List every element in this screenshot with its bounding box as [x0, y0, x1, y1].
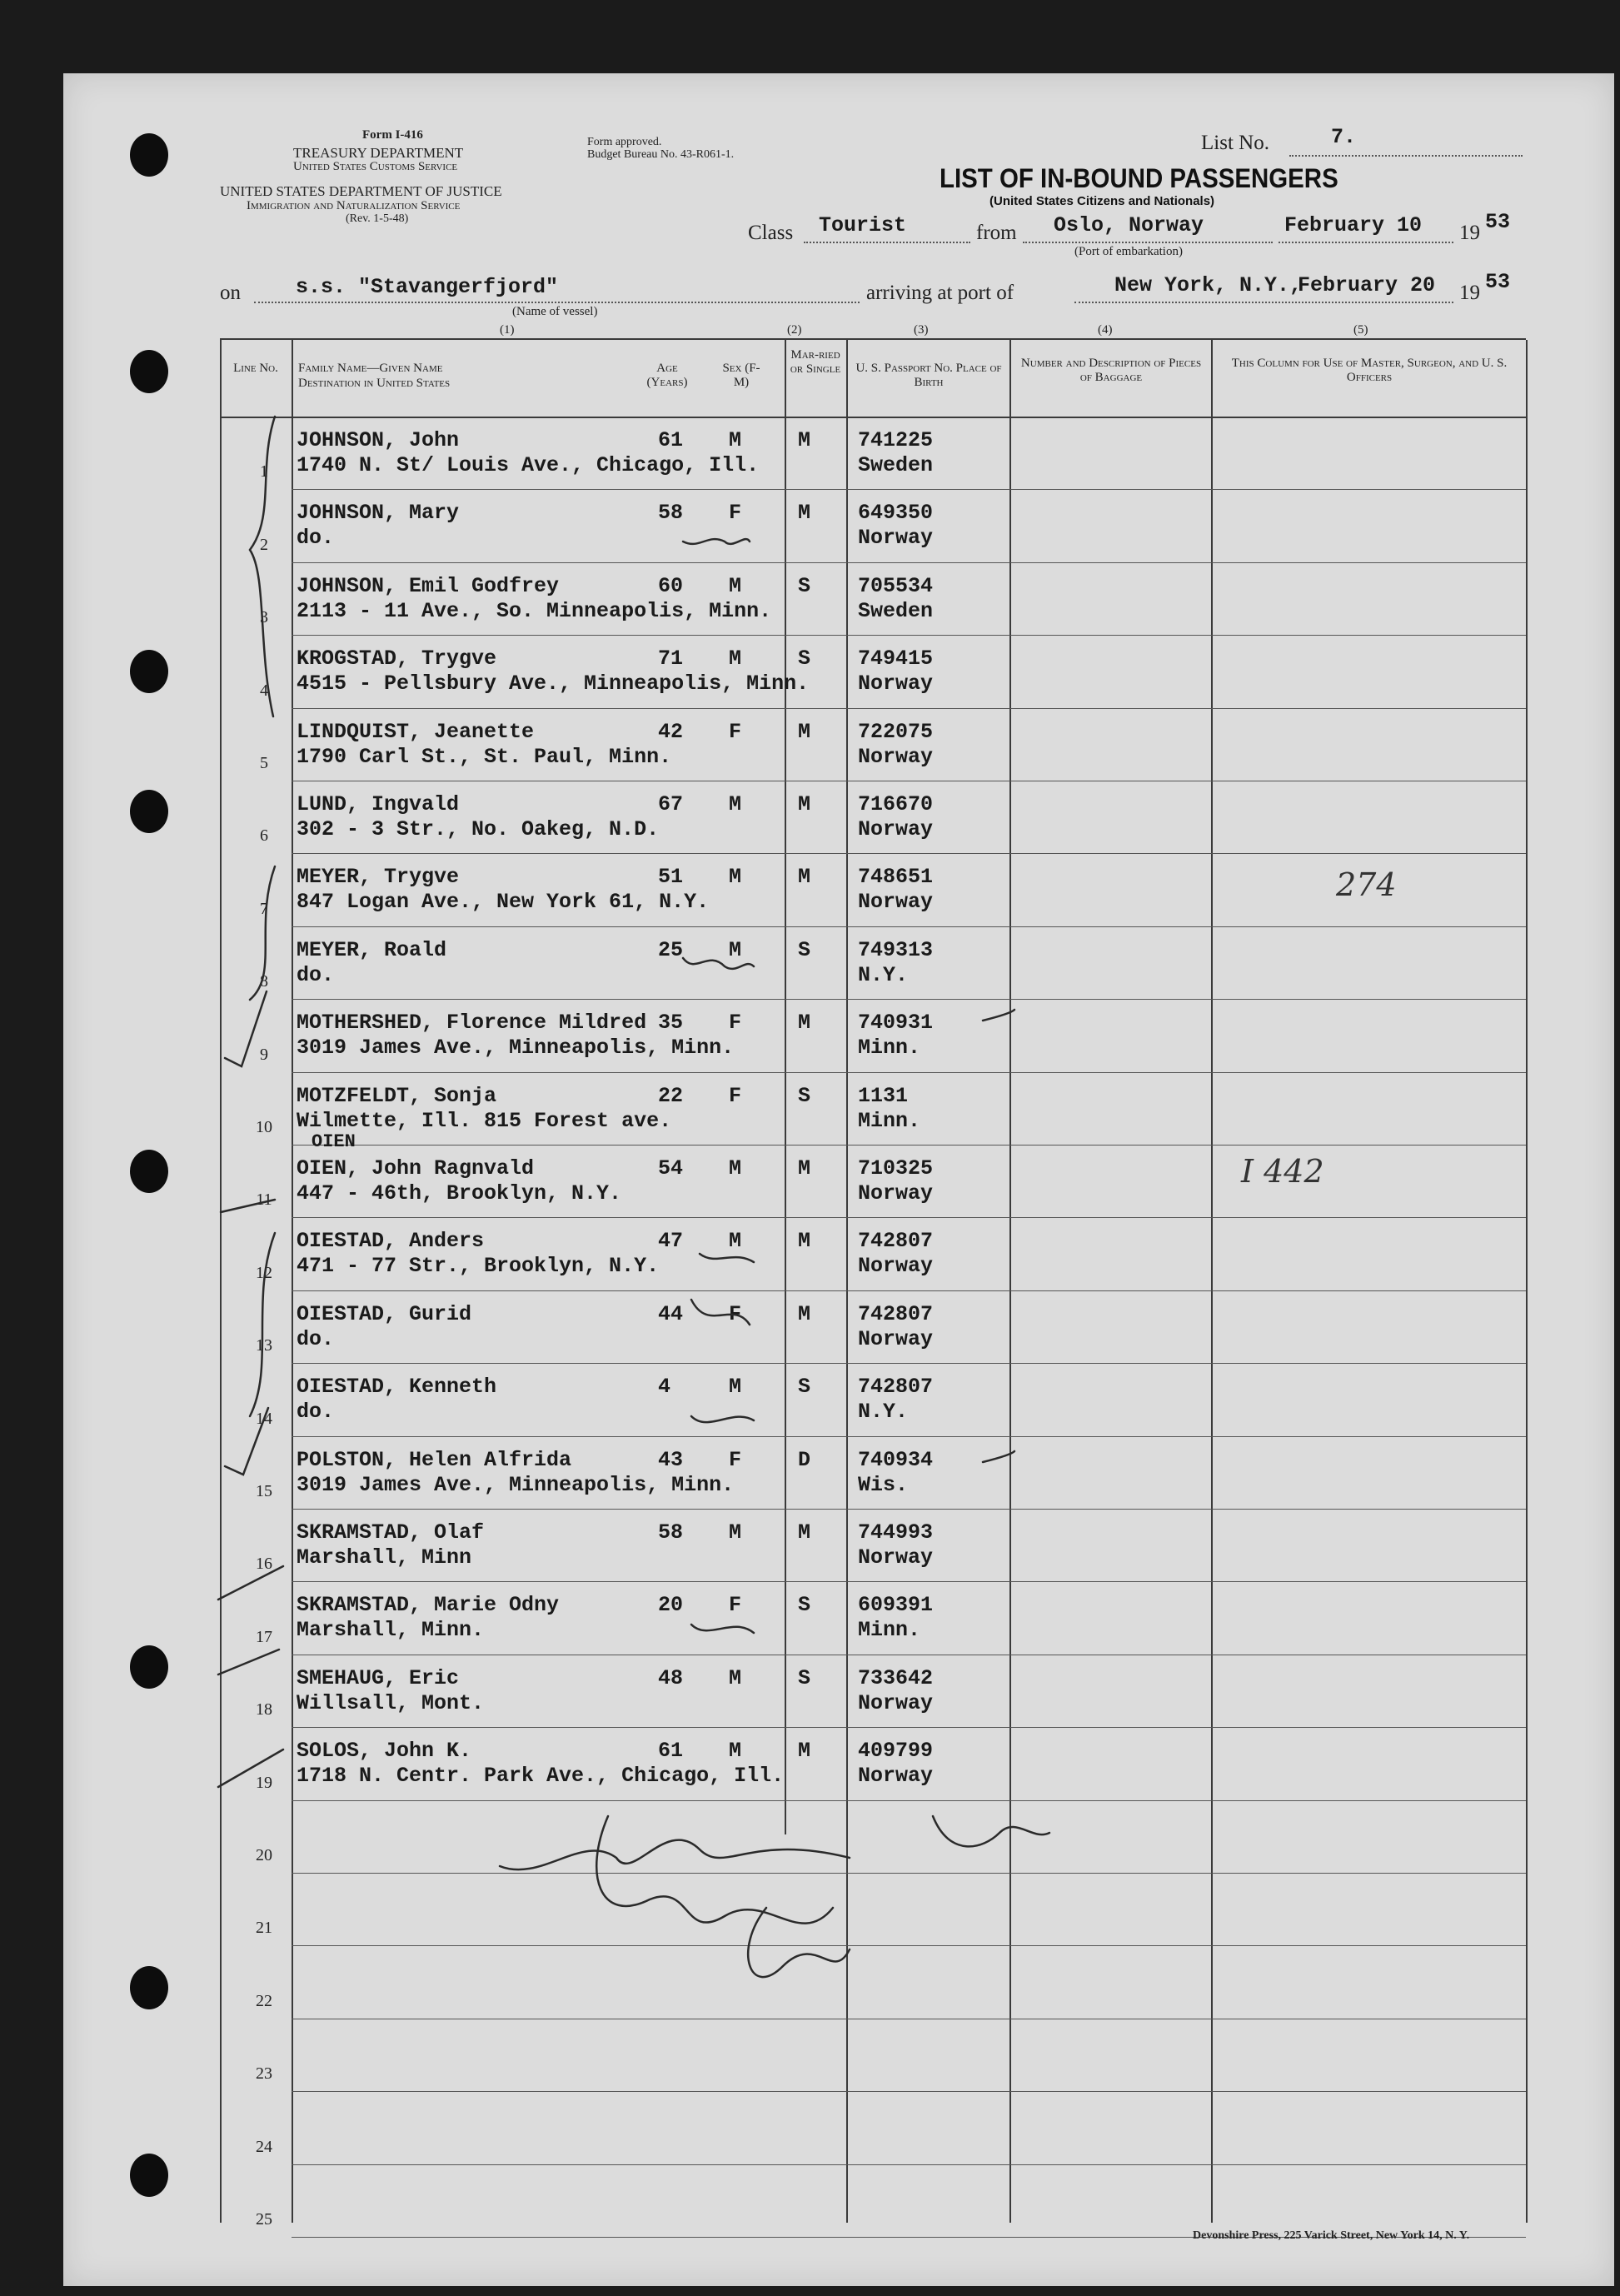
- col-marker: (1): [500, 323, 515, 337]
- passenger-age: 35: [658, 1011, 684, 1036]
- line-number: 1: [260, 462, 268, 482]
- passenger-sex: F: [729, 1083, 742, 1108]
- class-value: Tourist: [819, 213, 907, 237]
- row-divider: [292, 1945, 1526, 1946]
- passenger-address: Marshall, Minn.: [297, 1618, 485, 1643]
- passenger-sex: M: [729, 1520, 742, 1545]
- passenger-age: 58: [658, 501, 684, 526]
- line-number: 13: [256, 1336, 272, 1355]
- passenger-address: 847 Logan Ave., New York 61, N.Y.: [297, 890, 710, 915]
- punch-hole: [130, 1150, 168, 1193]
- passenger-sex: F: [729, 1593, 742, 1618]
- row-divider: [292, 1217, 1526, 1218]
- passenger-age: 61: [658, 1739, 684, 1764]
- row-divider: [292, 999, 1526, 1000]
- passenger-address: 1790 Carl St., St. Paul, Minn.: [297, 744, 672, 769]
- header-baggage: Number and Description of Pieces of Baggage: [1020, 357, 1202, 384]
- passenger-age: 4: [658, 1375, 671, 1400]
- passenger-name: KROGSTAD, Trygve: [297, 646, 497, 671]
- from-value: Oslo, Norway: [1054, 213, 1204, 237]
- line-number: 17: [256, 1627, 272, 1646]
- passenger-marital-status: M: [798, 792, 811, 816]
- column-divider: [785, 340, 786, 1834]
- passport-number: 742807: [858, 1375, 934, 1400]
- column-divider: [846, 340, 848, 2223]
- passenger-marital-status: M: [798, 1520, 811, 1545]
- passenger-address: 4515 - Pellsbury Ave., Minneapolis, Minn.: [297, 671, 810, 696]
- passenger-name: LUND, Ingvald: [297, 792, 460, 816]
- passenger-age: 61: [658, 428, 684, 452]
- passport-number: 749313: [858, 937, 934, 962]
- budget-bureau: Budget Bureau No. 43-R061-1.: [587, 148, 735, 161]
- overwrite-oien: OIEN: [312, 1131, 356, 1152]
- place-of-birth: Norway: [858, 671, 934, 696]
- row-divider: [292, 1800, 1526, 1801]
- row-divider: [292, 1727, 1526, 1728]
- row-divider: [292, 1509, 1526, 1510]
- place-of-birth: Norway: [858, 744, 934, 769]
- passenger-age: 71: [658, 646, 684, 671]
- passenger-address: do.: [297, 526, 335, 551]
- passport-number: 741225: [858, 428, 934, 452]
- passenger-name: SKRAMSTAD, Marie Odny: [297, 1593, 560, 1618]
- header-line-no: Line No.: [233, 362, 278, 375]
- row-divider: [292, 1290, 1526, 1291]
- header-passport: U. S. Passport No. Place of Birth: [855, 362, 1002, 389]
- column-divider: [292, 340, 293, 2223]
- table-border: [220, 340, 222, 2223]
- table-header-border: [220, 417, 1526, 418]
- passenger-sex: M: [729, 1739, 742, 1764]
- form-approved: Form approved.: [587, 136, 662, 148]
- punch-hole: [130, 133, 168, 177]
- col-marker: (2): [787, 323, 802, 337]
- passport-number: 740931: [858, 1011, 934, 1036]
- form-title: LIST OF IN-BOUND PASSENGERS: [940, 163, 1338, 193]
- row-divider: [292, 1436, 1526, 1437]
- passenger-marital-status: M: [798, 1229, 811, 1254]
- passenger-sex: M: [729, 1156, 742, 1180]
- passenger-age: 67: [658, 792, 684, 816]
- line-number: 16: [256, 1555, 272, 1574]
- passenger-marital-status: M: [798, 865, 811, 890]
- passport-number: 748651: [858, 865, 934, 890]
- row-divider: [292, 1363, 1526, 1364]
- passenger-age: 43: [658, 1447, 684, 1472]
- passenger-name: MOTHERSHED, Florence Mildred: [297, 1011, 647, 1036]
- dotted-line: [1279, 242, 1453, 243]
- officer-note: 274: [1336, 866, 1397, 903]
- col-marker: (3): [914, 323, 929, 337]
- line-number: 25: [256, 2210, 272, 2229]
- row-divider: [292, 1581, 1526, 1582]
- passport-number: 742807: [858, 1229, 934, 1254]
- passenger-age: 51: [658, 865, 684, 890]
- place-of-birth: Minn.: [858, 1618, 921, 1643]
- punch-hole: [130, 350, 168, 393]
- form-subtitle: (United States Citizens and Nationals): [989, 194, 1215, 208]
- passenger-marital-status: S: [798, 1665, 811, 1690]
- depart-date: February 10: [1284, 213, 1423, 237]
- passenger-name: MEYER, Roald: [297, 937, 447, 962]
- passenger-address: 471 - 77 Str., Brooklyn, N.Y.: [297, 1254, 660, 1279]
- passenger-sex: F: [729, 1011, 742, 1036]
- row-divider: [292, 2164, 1526, 2165]
- dotted-line: [254, 302, 860, 303]
- passenger-marital-status: M: [798, 719, 811, 744]
- class-label: Class: [748, 222, 794, 244]
- passport-number: 716670: [858, 792, 934, 816]
- passenger-sex: F: [729, 719, 742, 744]
- passport-number: 749415: [858, 646, 934, 671]
- place-of-birth: Minn.: [858, 1036, 921, 1061]
- arrival-port: New York, N.Y.,: [1114, 273, 1303, 297]
- line-number: 14: [256, 1409, 272, 1428]
- line-number: 24: [256, 2137, 272, 2156]
- customs-service: United States Customs Service: [293, 160, 458, 173]
- passenger-name: JOHNSON, John: [297, 428, 460, 452]
- passenger-age: 48: [658, 1665, 684, 1690]
- line-number: 6: [260, 826, 268, 846]
- passport-number: 740934: [858, 1447, 934, 1472]
- passenger-name: OIEN, John Ragnvald: [297, 1156, 535, 1180]
- col-marker: (5): [1353, 323, 1368, 337]
- passenger-address: Marshall, Minn: [297, 1545, 472, 1570]
- punch-hole: [130, 790, 168, 833]
- line-number: 19: [256, 1773, 272, 1792]
- passenger-address: 1718 N. Centr. Park Ave., Chicago, Ill.: [297, 1764, 785, 1789]
- passenger-age: 20: [658, 1593, 684, 1618]
- passenger-name: OIESTAD, Kenneth: [297, 1375, 497, 1400]
- punch-hole: [130, 2154, 168, 2197]
- place-of-birth: Norway: [858, 817, 934, 841]
- vessel-name: s.s. "Stavangerfjord": [296, 275, 559, 299]
- row-divider: [292, 635, 1526, 636]
- header-name: Family Name—Given Name: [298, 362, 443, 375]
- place-of-birth: Wis.: [858, 1472, 909, 1497]
- passenger-sex: F: [729, 1447, 742, 1472]
- passport-number: 744993: [858, 1520, 934, 1545]
- passenger-address: do.: [297, 962, 335, 987]
- passport-number: 710325: [858, 1156, 934, 1180]
- passenger-marital-status: D: [798, 1447, 811, 1472]
- passenger-address: do.: [297, 1400, 335, 1425]
- passenger-marital-status: S: [798, 1593, 811, 1618]
- passenger-address: 1740 N. St/ Louis Ave., Chicago, Ill.: [297, 453, 760, 477]
- passenger-marital-status: S: [798, 1083, 811, 1108]
- passport-number: 705534: [858, 573, 934, 598]
- passenger-name: SMEHAUG, Eric: [297, 1665, 460, 1690]
- officer-note: I 442: [1241, 1153, 1324, 1190]
- column-divider: [1009, 340, 1011, 2223]
- passport-number: 409799: [858, 1739, 934, 1764]
- passenger-marital-status: S: [798, 1375, 811, 1400]
- place-of-birth: Norway: [858, 1764, 934, 1789]
- place-of-birth: Norway: [858, 526, 934, 551]
- dotted-line: [1289, 155, 1523, 157]
- passenger-sex: M: [729, 865, 742, 890]
- passenger-address: 3019 James Ave., Minneapolis, Minn.: [297, 1036, 735, 1061]
- line-number: 7: [260, 899, 268, 918]
- passenger-name: OIESTAD, Gurid: [297, 1301, 472, 1326]
- place-of-birth: Sweden: [858, 598, 934, 623]
- line-number: 23: [256, 2064, 272, 2084]
- passenger-name: MEYER, Trygve: [297, 865, 460, 890]
- passenger-marital-status: M: [798, 1011, 811, 1036]
- passenger-marital-status: S: [798, 646, 811, 671]
- passenger-address: Willsall, Mont.: [297, 1690, 485, 1715]
- passport-number: 609391: [858, 1593, 934, 1618]
- line-number: 3: [260, 608, 268, 627]
- line-number: 20: [256, 1846, 272, 1864]
- justice-dept: UNITED STATES DEPARTMENT OF JUSTICE: [220, 183, 502, 199]
- line-number: 18: [256, 1700, 272, 1720]
- table-top-border: [220, 338, 1526, 340]
- passenger-sex: M: [729, 646, 742, 671]
- passenger-marital-status: S: [798, 573, 811, 598]
- line-number: 10: [256, 1118, 272, 1136]
- passport-number: 1131: [858, 1083, 909, 1108]
- passenger-sex: M: [729, 1665, 742, 1690]
- place-of-birth: Norway: [858, 1254, 934, 1279]
- passenger-age: 44: [658, 1301, 684, 1326]
- line-number: 2: [260, 535, 268, 554]
- place-of-birth: Norway: [858, 1545, 934, 1570]
- dotted-line: [1074, 302, 1453, 303]
- header-age: Age (Years): [646, 362, 688, 389]
- line-number: 11: [256, 1190, 272, 1210]
- passport-number: 733642: [858, 1665, 934, 1690]
- passenger-marital-status: M: [798, 428, 811, 452]
- passenger-age: 25: [658, 937, 684, 962]
- passenger-age: 54: [658, 1156, 684, 1180]
- table-border: [1526, 340, 1528, 2223]
- passenger-age: 42: [658, 719, 684, 744]
- place-of-birth: Norway: [858, 1181, 934, 1205]
- printer-imprint: Devonshire Press, 225 Varick Street, New York 14, N. Y.: [1193, 2229, 1470, 2242]
- passport-number: 742807: [858, 1301, 934, 1326]
- revision: (Rev. 1-5-48): [346, 212, 409, 225]
- dotted-line: [804, 242, 970, 243]
- row-divider: [292, 1072, 1526, 1073]
- line-number: 8: [260, 972, 268, 991]
- passenger-marital-status: M: [798, 1301, 811, 1326]
- depart-year: 53: [1485, 210, 1511, 234]
- passenger-sex: M: [729, 428, 742, 452]
- arrival-year: 53: [1485, 270, 1511, 294]
- place-of-birth: Sweden: [858, 453, 934, 477]
- passenger-address: do.: [297, 1326, 335, 1351]
- place-of-birth: Minn.: [858, 1108, 921, 1133]
- arriving-label: arriving at port of: [866, 282, 1014, 304]
- passenger-name: POLSTON, Helen Alfrida: [297, 1447, 572, 1472]
- row-divider: [292, 2091, 1526, 2092]
- col-marker: (4): [1098, 323, 1113, 337]
- passenger-age: 47: [658, 1229, 684, 1254]
- punch-hole: [130, 1966, 168, 2009]
- treasury-dept: TREASURY DEPARTMENT: [293, 145, 464, 161]
- place-of-birth: N.Y.: [858, 1400, 909, 1425]
- row-divider: [292, 853, 1526, 854]
- line-number: 5: [260, 754, 268, 772]
- line-number: 12: [256, 1263, 272, 1282]
- passenger-sex: M: [729, 1375, 742, 1400]
- header-married: Mar-ried or Single: [790, 348, 841, 376]
- column-divider: [1211, 340, 1213, 2223]
- place-of-birth: Norway: [858, 1690, 934, 1715]
- on-label: on: [220, 282, 241, 304]
- passenger-name: MOTZFELDT, Sonja: [297, 1083, 497, 1108]
- punch-hole: [130, 650, 168, 693]
- passenger-address: 3019 James Ave., Minneapolis, Minn.: [297, 1472, 735, 1497]
- from-label: from: [976, 222, 1017, 244]
- place-of-birth: Norway: [858, 1326, 934, 1351]
- dotted-line: [1023, 242, 1273, 243]
- passenger-sex: F: [729, 501, 742, 526]
- passenger-age: 58: [658, 1520, 684, 1545]
- passenger-sex: M: [729, 937, 742, 962]
- ins-service: Immigration and Naturalization Service: [247, 199, 461, 212]
- header-destination: Destination in United States: [298, 377, 451, 390]
- vessel-note: (Name of vessel): [512, 305, 598, 318]
- row-divider: [292, 1873, 1526, 1874]
- passenger-marital-status: S: [798, 937, 811, 962]
- passenger-marital-status: M: [798, 501, 811, 526]
- line-number: 9: [260, 1045, 268, 1064]
- row-divider: [292, 708, 1526, 709]
- passenger-sex: M: [729, 1229, 742, 1254]
- passenger-address: 447 - 46th, Brooklyn, N.Y.: [297, 1181, 622, 1205]
- embark-note: (Port of embarkation): [1074, 245, 1183, 258]
- header-sex: Sex (F-M): [722, 362, 760, 389]
- passenger-name: JOHNSON, Mary: [297, 501, 460, 526]
- passenger-sex: M: [729, 792, 742, 816]
- passport-number: 649350: [858, 501, 934, 526]
- passenger-sex: M: [729, 573, 742, 598]
- arrival-date: February 20: [1298, 273, 1436, 297]
- passenger-sex: F: [729, 1301, 742, 1326]
- row-divider: [292, 562, 1526, 563]
- passenger-address: 2113 - 11 Ave., So. Minneapolis, Minn.: [297, 598, 772, 623]
- passenger-marital-status: M: [798, 1739, 811, 1764]
- passenger-age: 22: [658, 1083, 684, 1108]
- passenger-name: LINDQUIST, Jeanette: [297, 719, 535, 744]
- line-number: 21: [256, 1919, 272, 1938]
- header-officers: This Column for Use of Master, Surgeon, and U. S. Officers: [1231, 357, 1508, 384]
- passenger-address: 302 - 3 Str., No. Oakeg, N.D.: [297, 817, 660, 841]
- passenger-age: 60: [658, 573, 684, 598]
- list-no-value: 7.: [1331, 125, 1357, 149]
- passenger-name: SOLOS, John K.: [297, 1739, 472, 1764]
- year-prefix: 19: [1459, 282, 1480, 304]
- list-no-label: List No.: [1201, 132, 1269, 154]
- line-number: 4: [260, 681, 268, 700]
- passenger-name: SKRAMSTAD, Olaf: [297, 1520, 485, 1545]
- year-prefix: 19: [1459, 222, 1480, 244]
- punch-hole: [130, 1645, 168, 1689]
- place-of-birth: N.Y.: [858, 962, 909, 987]
- passenger-address: Wilmette, Ill. 815 Forest ave.: [297, 1108, 672, 1133]
- passenger-name: JOHNSON, Emil Godfrey: [297, 573, 560, 598]
- row-divider: [292, 489, 1526, 490]
- passenger-marital-status: M: [798, 1156, 811, 1180]
- passport-number: 722075: [858, 719, 934, 744]
- row-divider: [292, 926, 1526, 927]
- place-of-birth: Norway: [858, 890, 934, 915]
- line-number: 15: [256, 1482, 272, 1500]
- row-divider: [292, 1145, 1526, 1146]
- form-number: Form I-416: [362, 128, 423, 142]
- passenger-name: OIESTAD, Anders: [297, 1229, 485, 1254]
- line-number: 22: [256, 1991, 272, 2010]
